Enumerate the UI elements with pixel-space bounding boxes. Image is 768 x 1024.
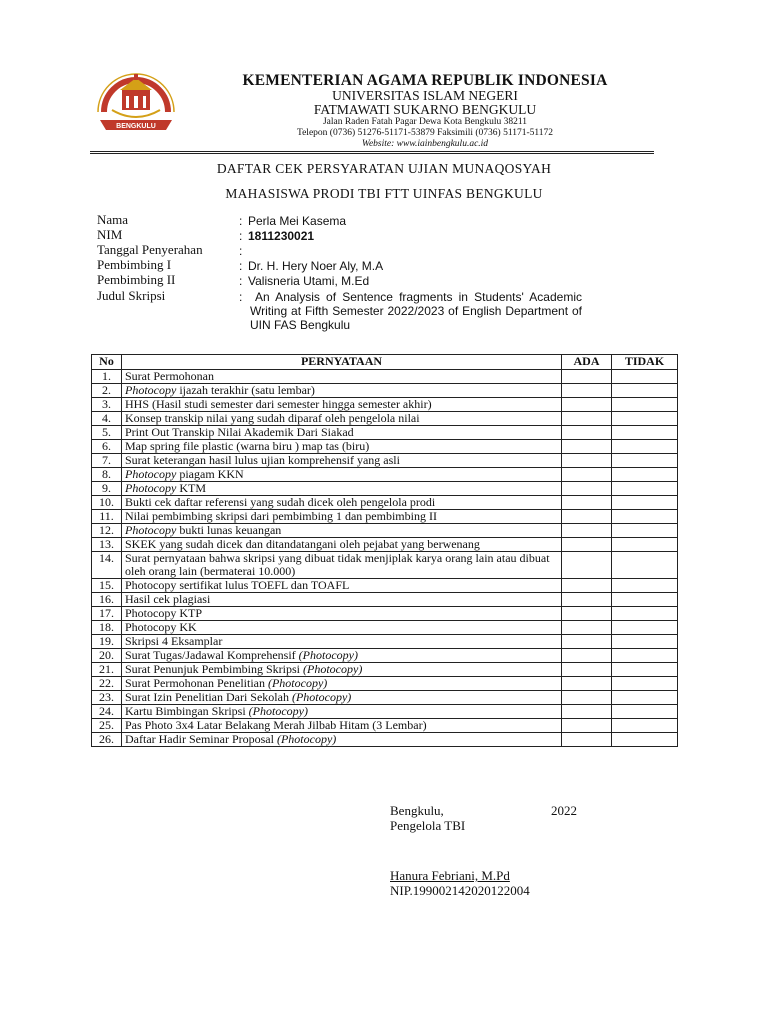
ada-checkbox-cell[interactable]: [562, 733, 612, 747]
row-statement: [122, 524, 562, 538]
ada-checkbox-cell[interactable]: [562, 635, 612, 649]
statement-text: SKEK yang sudah dicek dan ditandatangani oleh pejabat yang berwenang: [125, 537, 480, 551]
ada-checkbox-cell[interactable]: [562, 482, 612, 496]
tidak-checkbox-cell[interactable]: [612, 538, 678, 552]
tidak-checkbox-cell[interactable]: [612, 607, 678, 621]
row-number: 15.: [92, 579, 122, 593]
ada-checkbox-cell[interactable]: [562, 426, 612, 440]
table-row: [92, 705, 678, 719]
statement-italic-text: (Photocopy): [276, 732, 337, 746]
tanggal-label: Tanggal Penyerahan: [97, 242, 203, 257]
table-row: [92, 454, 678, 468]
tidak-checkbox-cell[interactable]: [612, 496, 678, 510]
row-number: 4.: [92, 412, 122, 426]
row-statement: [122, 482, 562, 496]
row-number: 14.: [92, 552, 122, 579]
row-statement: [122, 384, 562, 398]
row-statement: [122, 663, 562, 677]
university-logo: [90, 68, 182, 134]
table-body: [92, 370, 678, 747]
statement-italic-text: (Photocopy): [248, 704, 308, 718]
row-statement: [122, 510, 562, 524]
ada-checkbox-cell[interactable]: [562, 384, 612, 398]
statement-italic-text: (Photocopy): [298, 648, 358, 662]
table-row: [92, 607, 678, 621]
ada-checkbox-cell[interactable]: [562, 663, 612, 677]
ada-checkbox-cell[interactable]: [562, 370, 612, 384]
row-number: 7.: [92, 454, 122, 468]
tidak-checkbox-cell[interactable]: [612, 719, 678, 733]
ada-checkbox-cell[interactable]: [562, 538, 612, 552]
table-row: [92, 621, 678, 635]
statement-italic-text: (Photocopy): [303, 662, 363, 676]
ada-checkbox-cell[interactable]: [562, 593, 612, 607]
table-row: [92, 524, 678, 538]
statement-text: Surat Penunjuk Pembimbing Skripsi: [125, 662, 304, 676]
header-tidak: TIDAK: [612, 355, 678, 370]
statement-text: Surat Permohonan: [125, 369, 214, 383]
statement-text: Konsep transkip nilai yang sudah diparaf oleh pengelola nilai: [125, 411, 420, 425]
tidak-checkbox-cell[interactable]: [612, 635, 678, 649]
statement-text: Surat Izin Penelitian Dari Sekolah: [125, 690, 292, 704]
row-statement: [122, 677, 562, 691]
ada-checkbox-cell[interactable]: [562, 524, 612, 538]
judul-value: An Analysis of Sentence fragments in Students' Academic Writing at Fifth Semester 2022/2023 of English Department of UIN FAS Bengkulu: [250, 290, 582, 332]
ada-checkbox-cell[interactable]: [562, 496, 612, 510]
ada-checkbox-cell[interactable]: [562, 468, 612, 482]
tidak-checkbox-cell[interactable]: [612, 510, 678, 524]
judul-colon: :: [239, 290, 243, 304]
row-statement: [122, 552, 562, 579]
statement-text-suffix: bukti lunas keuangan: [176, 523, 282, 537]
statement-text-suffix: KTM: [176, 481, 206, 495]
statement-text: Kartu Bimbingan Skripsi: [125, 704, 249, 718]
statement-text-suffix: ijazah terakhir (satu lembar): [176, 383, 315, 397]
statement-text-suffix: piagam KKN: [176, 467, 244, 481]
ada-checkbox-cell[interactable]: [562, 398, 612, 412]
pembimbing1-colon: :: [239, 259, 243, 273]
table-row: [92, 370, 678, 384]
row-statement: [122, 705, 562, 719]
nim-label: NIM: [97, 227, 123, 242]
tidak-checkbox-cell[interactable]: [612, 621, 678, 635]
statement-text: Nilai pembimbing skripsi dari pembimbing 1 dan pembimbing II: [125, 509, 437, 523]
row-statement: [122, 635, 562, 649]
row-number: 23.: [92, 691, 122, 705]
signature-year: 2022: [551, 803, 577, 818]
ada-checkbox-cell[interactable]: [562, 705, 612, 719]
website-line[interactable]: Website: www.iainbengkulu.ac.id: [361, 139, 489, 149]
statement-text: Surat pernyataan bahwa skripsi yang dibuat tidak menjiplak karya orang lain atau dibuat oleh orang lain (bermaterai 10.000): [125, 551, 550, 578]
ada-checkbox-cell[interactable]: [562, 412, 612, 426]
tidak-checkbox-cell[interactable]: [612, 524, 678, 538]
document-subtitle: MAHASISWA PRODI TBI FTT UINFAS BENGKULU: [225, 186, 543, 201]
tidak-checkbox-cell[interactable]: [612, 663, 678, 677]
ada-checkbox-cell[interactable]: [562, 510, 612, 524]
statement-italic-text: Photocopy: [125, 481, 177, 495]
ada-checkbox-cell[interactable]: [562, 621, 612, 635]
table-row: [92, 510, 678, 524]
header-divider: [90, 151, 654, 152]
row-number: 20.: [92, 649, 122, 663]
row-number: 19.: [92, 635, 122, 649]
nim-value: 1811230021: [248, 229, 315, 243]
ada-checkbox-cell[interactable]: [562, 691, 612, 705]
ada-checkbox-cell[interactable]: [562, 440, 612, 454]
ada-checkbox-cell[interactable]: [562, 677, 612, 691]
document-title: DAFTAR CEK PERSYARATAN UJIAN MUNAQOSYAH: [216, 161, 552, 176]
table-row: [92, 398, 678, 412]
judul-label: Judul Skripsi: [97, 288, 166, 303]
ministry-title: KEMENTERIAN AGAMA REPUBLIK INDONESIA: [242, 72, 608, 89]
pembimbing1-label: Pembimbing I: [97, 257, 172, 272]
ada-checkbox-cell[interactable]: [562, 719, 612, 733]
table-row: [92, 649, 678, 663]
row-statement: [122, 370, 562, 384]
row-statement: [122, 691, 562, 705]
table-row: [92, 663, 678, 677]
statement-text: Bukti cek daftar referensi yang sudah dicek oleh pengelola prodi: [125, 495, 436, 509]
statement-text: Photocopy sertifikat lulus TOEFL dan TOAFL: [125, 578, 350, 592]
pembimbing1-value: Dr. H. Hery Noer Aly, M.A: [248, 259, 384, 273]
row-number: 5.: [92, 426, 122, 440]
header-no: No: [92, 355, 122, 370]
row-number: 1.: [92, 370, 122, 384]
row-number: 25.: [92, 719, 122, 733]
statement-text: Daftar Hadir Seminar Proposal: [125, 732, 277, 746]
row-statement: [122, 412, 562, 426]
tidak-checkbox-cell[interactable]: [612, 426, 678, 440]
row-number: 24.: [92, 705, 122, 719]
row-number: 3.: [92, 398, 122, 412]
ada-checkbox-cell[interactable]: [562, 454, 612, 468]
row-statement: [122, 733, 562, 747]
tidak-checkbox-cell[interactable]: [612, 468, 678, 482]
phone-line: Telepon (0736) 51276-51171-53879 Faksimili (0736) 51171-51172: [296, 128, 554, 138]
table-row: [92, 733, 678, 747]
table-row: [92, 426, 678, 440]
row-number: 6.: [92, 440, 122, 454]
row-number: 8.: [92, 468, 122, 482]
tidak-checkbox-cell[interactable]: [612, 552, 678, 579]
row-number: 2.: [92, 384, 122, 398]
row-number: 16.: [92, 593, 122, 607]
pembimbing2-label: Pembimbing II: [97, 272, 176, 287]
tidak-checkbox-cell[interactable]: [612, 691, 678, 705]
university-name: FATMAWATI SUKARNO BENGKULU: [313, 102, 537, 117]
pembimbing2-value: Valisneria Utami, M.Ed: [248, 274, 370, 288]
statement-italic-text: Photocopy: [125, 523, 177, 537]
row-statement: [122, 593, 562, 607]
row-number: 9.: [92, 482, 122, 496]
table-row: [92, 579, 678, 593]
statement-text: Surat Permohonan Penelitian: [125, 676, 268, 690]
tidak-checkbox-cell[interactable]: [612, 440, 678, 454]
tidak-checkbox-cell[interactable]: [612, 579, 678, 593]
table-row: [92, 719, 678, 733]
row-statement: [122, 398, 562, 412]
table-row: [92, 677, 678, 691]
row-statement: [122, 538, 562, 552]
statement-text: Surat Tugas/Jadawal Komprehensif: [125, 648, 299, 662]
ada-checkbox-cell[interactable]: [562, 552, 612, 579]
statement-text: Map spring file plastic (warna biru ) map tas (biru): [125, 439, 370, 453]
row-number: 21.: [92, 663, 122, 677]
logo-banner-text: BENGKULU: [116, 123, 156, 130]
statement-text: Print Out Transkip Nilai Akademik Dari Siakad: [125, 425, 354, 439]
row-number: 17.: [92, 607, 122, 621]
table-row: [92, 384, 678, 398]
table-row: [92, 482, 678, 496]
row-statement: [122, 607, 562, 621]
statement-text: Hasil cek plagiasi: [125, 592, 211, 606]
tidak-checkbox-cell[interactable]: [612, 733, 678, 747]
requirements-table: [91, 354, 678, 747]
tidak-checkbox-cell[interactable]: [612, 677, 678, 691]
statement-text: Photocopy KTP: [125, 606, 203, 620]
tidak-checkbox-cell[interactable]: [612, 412, 678, 426]
statement-italic-text: Photocopy: [125, 467, 177, 481]
statement-text: Surat keterangan hasil lulus ujian komprehensif yang asli: [125, 453, 400, 467]
statement-italic-text: Photocopy: [125, 383, 177, 397]
statement-text: Photocopy KK: [125, 620, 197, 634]
tidak-checkbox-cell[interactable]: [612, 398, 678, 412]
table-row: [92, 440, 678, 454]
statement-text: Pas Photo 3x4 Latar Belakang Merah Jilbab Hitam (3 Lembar): [125, 718, 427, 732]
tidak-checkbox-cell[interactable]: [612, 705, 678, 719]
table-row: [92, 412, 678, 426]
row-statement: [122, 719, 562, 733]
statement-italic-text: (Photocopy): [291, 690, 352, 704]
address-line: Jalan Raden Fatah Pagar Dewa Kota Bengkulu 38211: [322, 117, 528, 127]
statement-text: HHS (Hasil studi semester dari semester hingga semester akhir): [125, 397, 432, 411]
statement-text: Skripsi 4 Eksamplar: [125, 634, 223, 648]
ada-checkbox-cell[interactable]: [562, 579, 612, 593]
row-statement: [122, 468, 562, 482]
statement-italic-text: (Photocopy): [267, 676, 328, 690]
row-number: 12.: [92, 524, 122, 538]
table-row: [92, 593, 678, 607]
tanggal-colon: :: [239, 244, 243, 258]
row-number: 22.: [92, 677, 122, 691]
signature-name: Hanura Febriani, M.Pd: [390, 868, 510, 883]
row-statement: [122, 454, 562, 468]
row-number: 26.: [92, 733, 122, 747]
tidak-checkbox-cell[interactable]: [612, 649, 678, 663]
row-number: 18.: [92, 621, 122, 635]
row-statement: [122, 496, 562, 510]
tidak-checkbox-cell[interactable]: [612, 384, 678, 398]
header-divider-secondary: [90, 153, 654, 154]
header-pernyataan: PERNYATAAN: [122, 355, 562, 370]
row-number: 10.: [92, 496, 122, 510]
signature-role: Pengelola TBI: [390, 818, 466, 833]
tidak-checkbox-cell[interactable]: [612, 482, 678, 496]
row-statement: [122, 649, 562, 663]
row-statement: [122, 426, 562, 440]
table-row: [92, 552, 678, 579]
row-statement: [122, 579, 562, 593]
table-row: [92, 468, 678, 482]
table-header-row: [92, 355, 678, 370]
pembimbing2-colon: :: [239, 274, 243, 288]
table-row: [92, 691, 678, 705]
tidak-checkbox-cell[interactable]: [612, 454, 678, 468]
row-statement: [122, 440, 562, 454]
ada-checkbox-cell[interactable]: [562, 607, 612, 621]
ada-checkbox-cell[interactable]: [562, 649, 612, 663]
row-statement: [122, 621, 562, 635]
table-row: [92, 538, 678, 552]
row-number: 11.: [92, 510, 122, 524]
nama-label: Nama: [97, 212, 129, 227]
nama-colon: :: [239, 214, 243, 228]
signature-nip: NIP.199002142020122004: [390, 883, 530, 898]
row-number: 13.: [92, 538, 122, 552]
university-line: UNIVERSITAS ISLAM NEGERI: [332, 88, 518, 103]
tidak-checkbox-cell[interactable]: [612, 370, 678, 384]
tidak-checkbox-cell[interactable]: [612, 593, 678, 607]
table-row: [92, 635, 678, 649]
table-row: [92, 496, 678, 510]
header-ada: ADA: [562, 355, 612, 370]
signature-city: Bengkulu,: [390, 803, 444, 818]
nim-colon: :: [239, 229, 243, 243]
nama-value: Perla Mei Kasema: [248, 214, 347, 228]
